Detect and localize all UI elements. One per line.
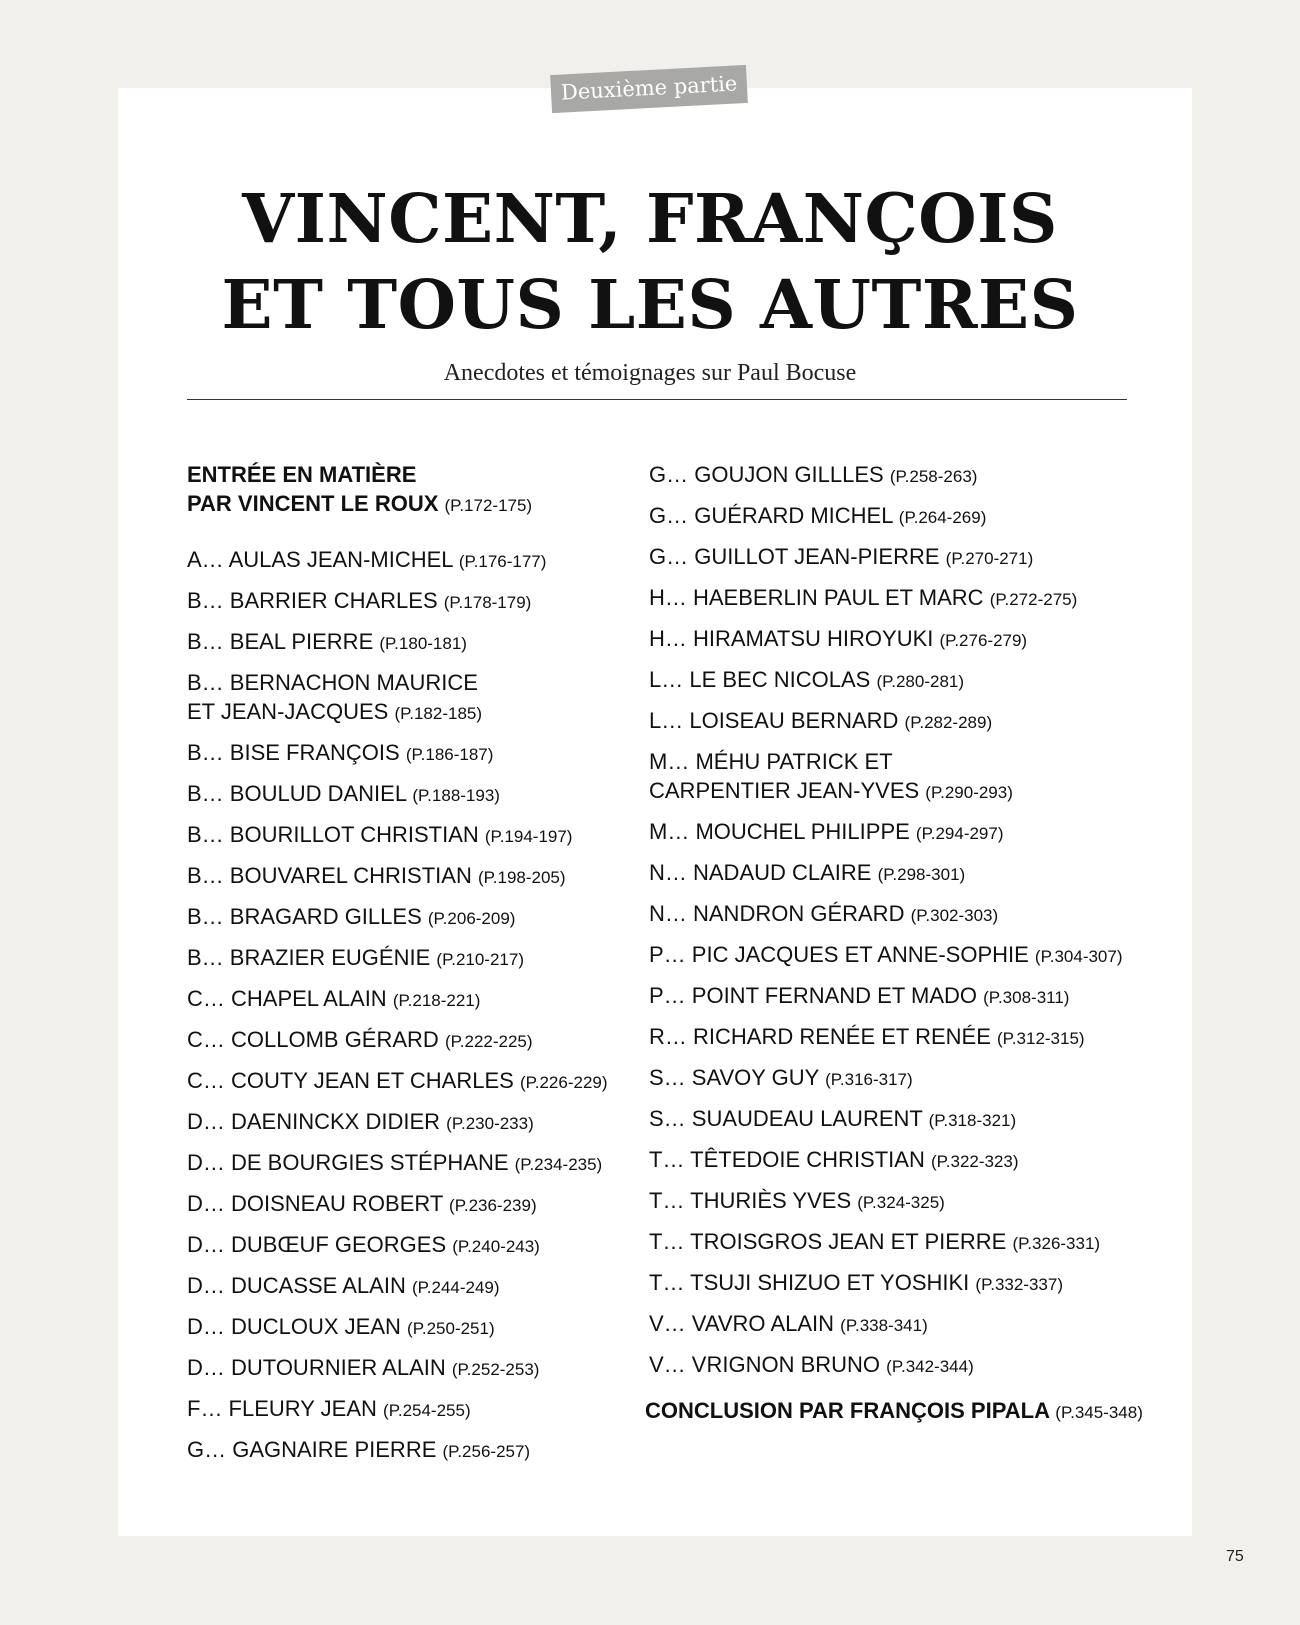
entry-name: V… VAVRO ALAIN	[649, 1311, 835, 1336]
entry-name: D… DOISNEAU ROBERT	[187, 1191, 443, 1216]
entry-name: B… BEAL PIERRE	[187, 629, 374, 654]
page-title	[0, 176, 1300, 348]
toc-entry	[649, 665, 1149, 696]
entry-pages: (P.280-281)	[876, 672, 965, 691]
entry-name: M… MÉHU PATRICK ET	[649, 749, 893, 774]
intro-pages: (P.172-175)	[444, 496, 533, 515]
entry-pages: (P.326-331)	[1012, 1234, 1101, 1253]
entry-name: T… TROISGROS JEAN ET PIERRE	[649, 1229, 1007, 1254]
entry-name-line-2: ET JEAN-JACQUES	[187, 699, 389, 724]
entry-name: C… COUTY JEAN ET CHARLES	[187, 1068, 514, 1093]
entry-pages: (P.316-317)	[825, 1070, 913, 1089]
entry-name: B… BRAGARD GILLES	[187, 904, 422, 929]
entry-pages: (P.270-271)	[945, 549, 1034, 568]
entry-pages: (P.180-181)	[379, 634, 467, 653]
entry-pages: (P.308-311)	[983, 988, 1070, 1007]
entry-pages: (P.272-275)	[989, 590, 1078, 609]
title-line-2: ET TOUS LES AUTRES	[221, 265, 1079, 344]
toc-entry	[649, 706, 1149, 737]
toc-entry	[187, 1312, 657, 1343]
entry-pages: (P.256-257)	[442, 1442, 531, 1461]
entry-name: P… PIC JACQUES ET ANNE-SOPHIE	[649, 942, 1029, 967]
entry-name: G… GUILLOT JEAN-PIERRE	[649, 544, 940, 569]
entry-pages: (P.194-197)	[484, 827, 573, 846]
title-line-1: VINCENT, FRANÇOIS	[242, 179, 1058, 258]
entry-pages: (P.304-307)	[1034, 947, 1123, 966]
entry-pages: (P.276-279)	[939, 631, 1028, 650]
entry-pages: (P.188-193)	[412, 786, 500, 805]
entry-name: B… BERNACHON MAURICE	[187, 670, 478, 695]
toc-entry	[187, 902, 657, 933]
entry-pages: (P.298-301)	[877, 865, 966, 884]
entry-name: B… BOURILLOT CHRISTIAN	[187, 822, 479, 847]
entry-name: C… COLLOMB GÉRARD	[187, 1027, 439, 1052]
entry-pages: (P.290-293)	[925, 783, 1013, 802]
toc-entry	[187, 1107, 657, 1138]
toc-entry	[649, 624, 1149, 655]
toc-entry	[187, 1066, 657, 1097]
toc-entry	[187, 1230, 657, 1261]
toc-entry	[649, 899, 1149, 930]
toc-entry	[649, 1227, 1149, 1258]
entry-name: B… BRAZIER EUGÉNIE	[187, 945, 431, 970]
entry-pages: (P.250-251)	[407, 1319, 495, 1338]
entry-pages: (P.322-323)	[930, 1152, 1019, 1171]
entry-pages: (P.342-344)	[886, 1357, 974, 1376]
toc-entry	[649, 1186, 1149, 1217]
toc-entry	[649, 1104, 1149, 1135]
entry-name: L… LOISEAU BERNARD	[649, 708, 899, 733]
intro-entry	[187, 460, 657, 520]
entry-pages: (P.258-263)	[889, 467, 978, 486]
entry-name: D… DUCLOUX JEAN	[187, 1314, 401, 1339]
entry-name: G… GAGNAIRE PIERRE	[187, 1437, 437, 1462]
intro-line-2: PAR VINCENT LE ROUX	[187, 491, 439, 516]
page-number: 75	[1226, 1548, 1244, 1565]
toc-entry	[649, 1309, 1149, 1340]
toc-entry	[187, 1394, 657, 1425]
entry-name: D… DUTOURNIER ALAIN	[187, 1355, 446, 1380]
toc-entry	[649, 1350, 1149, 1381]
entry-pages: (P.222-225)	[444, 1032, 533, 1051]
entry-pages: (P.176-177)	[458, 552, 547, 571]
entry-pages: (P.210-217)	[436, 950, 524, 969]
entry-pages: (P.182-185)	[394, 704, 483, 723]
toc-entry	[649, 858, 1149, 889]
entry-pages: (P.234-235)	[514, 1155, 603, 1174]
toc-entry	[187, 627, 657, 658]
entry-name: M… MOUCHEL PHILIPPE	[649, 819, 910, 844]
entry-name: D… DUBŒUF GEORGES	[187, 1232, 447, 1257]
entry-pages: (P.198-205)	[477, 868, 566, 887]
toc-entry	[187, 668, 657, 728]
entry-name: D… DE BOURGIES STÉPHANE	[187, 1150, 509, 1175]
entry-pages: (P.236-239)	[449, 1196, 537, 1215]
entry-pages: (P.252-253)	[451, 1360, 540, 1379]
toc-right-column	[649, 460, 1149, 1391]
toc-entry	[187, 1353, 657, 1384]
entry-pages: (P.254-255)	[383, 1401, 471, 1420]
entry-pages: (P.332-337)	[975, 1275, 1063, 1294]
toc-entry	[187, 779, 657, 810]
divider	[187, 399, 1127, 400]
entry-pages: (P.302-303)	[910, 906, 999, 925]
entry-pages: (P.226-229)	[519, 1073, 608, 1092]
entry-name: F… FLEURY JEAN	[187, 1396, 377, 1421]
entry-name: P… POINT FERNAND ET MADO	[649, 983, 978, 1008]
toc-entry	[187, 1148, 657, 1179]
entry-name: V… VRIGNON BRUNO	[649, 1352, 881, 1377]
entry-pages: (P.338-341)	[840, 1316, 928, 1335]
entry-pages: (P.312-315)	[997, 1029, 1085, 1048]
entry-name: S… SUAUDEAU LAURENT	[649, 1106, 923, 1131]
entry-name: T… THURIÈS YVES	[649, 1188, 852, 1213]
toc-entry	[187, 984, 657, 1015]
entry-pages: (P.264-269)	[898, 508, 987, 527]
entry-name: R… RICHARD RENÉE ET RENÉE	[649, 1024, 991, 1049]
toc-entry	[187, 1189, 657, 1220]
toc-entry	[649, 583, 1149, 614]
conclusion-entry	[645, 1396, 1205, 1427]
entry-name: B… BARRIER CHARLES	[187, 588, 438, 613]
entry-name-line-2: CARPENTIER JEAN-YVES	[649, 778, 920, 803]
toc-entry	[649, 1063, 1149, 1094]
entry-name: N… NANDRON GÉRARD	[649, 901, 905, 926]
toc-entry	[649, 747, 1149, 807]
left-entry-list	[187, 545, 657, 1466]
toc-entry	[187, 820, 657, 851]
toc-entry	[649, 981, 1149, 1012]
toc-entry	[187, 738, 657, 769]
entry-name: L… LE BEC NICOLAS	[649, 667, 871, 692]
entry-pages: (P.206-209)	[427, 909, 516, 928]
entry-name: B… BOUVAREL CHRISTIAN	[187, 863, 472, 888]
conclusion-pages: (P.345-348)	[1055, 1403, 1143, 1422]
toc-entry	[649, 1022, 1149, 1053]
entry-pages: (P.186-187)	[405, 745, 494, 764]
toc-entry	[649, 542, 1149, 573]
toc-entry	[187, 1025, 657, 1056]
entry-pages: (P.230-233)	[446, 1114, 534, 1133]
entry-pages: (P.294-297)	[915, 824, 1004, 843]
entry-name: H… HAEBERLIN PAUL ET MARC	[649, 585, 984, 610]
entry-name: D… DAENINCKX DIDIER	[187, 1109, 441, 1134]
toc-entry	[649, 1145, 1149, 1176]
entry-pages: (P.324-325)	[857, 1193, 945, 1212]
subtitle: Anecdotes et témoignages sur Paul Bocuse	[443, 360, 857, 386]
toc-entry	[649, 1268, 1149, 1299]
part-label: Deuxième partie	[550, 65, 748, 113]
toc-entry	[187, 545, 657, 576]
entry-name: D… DUCASSE ALAIN	[187, 1273, 406, 1298]
entry-pages: (P.218-221)	[392, 991, 481, 1010]
entry-name: S… SAVOY GUY	[649, 1065, 819, 1090]
entry-pages: (P.240-243)	[452, 1237, 540, 1256]
entry-pages: (P.244-249)	[411, 1278, 500, 1297]
entry-name: B… BOULUD DANIEL	[187, 781, 407, 806]
entry-pages: (P.318-321)	[928, 1111, 1017, 1130]
toc-entry	[649, 817, 1149, 848]
entry-name: T… TSUJI SHIZUO ET YOSHIKI	[649, 1270, 970, 1295]
toc-entry	[187, 1435, 657, 1466]
entry-name: C… CHAPEL ALAIN	[187, 986, 387, 1011]
toc-entry	[187, 943, 657, 974]
toc-entry	[649, 501, 1149, 532]
conclusion-label: CONCLUSION PAR FRANÇOIS PIPALA	[645, 1398, 1050, 1423]
toc-entry	[187, 861, 657, 892]
toc-entry	[649, 940, 1149, 971]
entry-name: N… NADAUD CLAIRE	[649, 860, 872, 885]
entry-name: G… GUÉRARD MICHEL	[649, 503, 893, 528]
entry-name: T… TÊTEDOIE CHRISTIAN	[649, 1147, 925, 1172]
entry-name: B… BISE FRANÇOIS	[187, 740, 400, 765]
toc-entry	[187, 586, 657, 617]
entry-name: G… GOUJON GILLLES	[649, 462, 884, 487]
entry-pages: (P.178-179)	[443, 593, 532, 612]
entry-pages: (P.282-289)	[904, 713, 993, 732]
intro-line-1: ENTRÉE EN MATIÈRE	[187, 462, 417, 487]
toc-entry	[649, 460, 1149, 491]
toc-left-column	[187, 460, 657, 1476]
entry-name: H… HIRAMATSU HIROYUKI	[649, 626, 934, 651]
toc-entry	[187, 1271, 657, 1302]
entry-name: A… AULAS JEAN-MICHEL	[187, 547, 453, 572]
right-entry-list	[649, 460, 1149, 1381]
